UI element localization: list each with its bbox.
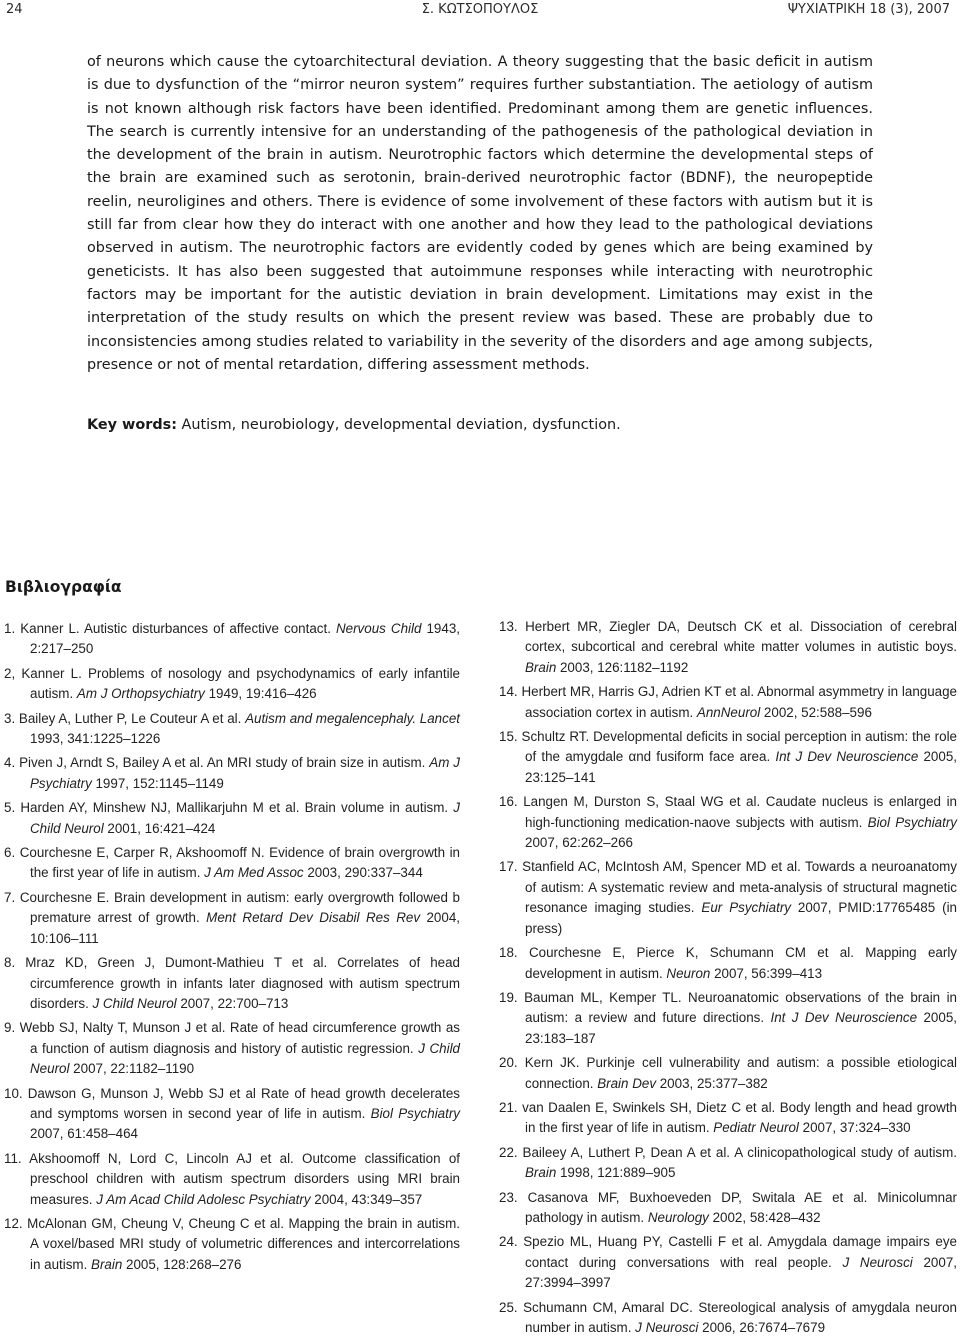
- abstract-text: of neurons which cause the cytoarchitectural deviation. A theory suggesting that the basic deficit in autism is due to dysfunction of the “mirror neuron system” requires further substantiation. The aetiology of autism is not known although risk factors have been identified. Predominant among them are genetic influences. The search is currently intensive for an understanding of the pathogenesis of the pathological deviation in the development of the brain in autism. Neurotrophic factors which determine the developmental steps of the brain are examined such as serotonin, brain-derived neurotrophic factor (BDNF), the neuropeptide reelin, neuroligines and others. There is evidence of some involvement of these factors with autism but it is still far from clear how they do interact with one another and how they lead to the pathological deviations observed in autism. The neurotrophic factors are evidently coded by genes which are being examined by geneticists. It has also been suggested that autoimmune responses while interacting with neurotrophic factors may be important for the autistic deviation in brain development. Limitations may exist in the interpretation of the study results on which the present review was based. These are probably due to inconsistencies among studies related to variability in the severity of the disorders and age among subjects, presence or not of mental retardation, differing assessment methods.: [87, 54, 873, 373]
- reference-number: 19.: [499, 989, 518, 1005]
- reference-item: [4, 888, 460, 949]
- abstract-section: [87, 51, 873, 377]
- reference-number: 5.: [4, 800, 16, 816]
- reference-text: Kanner L. Autistic disturbances of affective contact.: [15, 621, 336, 636]
- reference-citation: 2005, 23:183–187: [525, 1010, 957, 1046]
- reference-text: Herbert MR, Ziegler DA, Deutsch CK et al. Dissociation of cerebral cortex, subcortical and cerebral white matter volumes in autistic boys.: [517, 619, 957, 655]
- reference-number: 10.: [4, 1085, 23, 1101]
- reference-text: Courchesne E, Carper R, Akshoomoff N. Evidence of brain overgrowth in the first year of life in autism.: [15, 845, 460, 881]
- reference-item: [499, 617, 957, 678]
- reference-item: [4, 1214, 460, 1275]
- reference-number: 24.: [499, 1234, 518, 1250]
- reference-text: Herbert MR, Harris GJ, Adrien KT et al. Abnormal asymmetry in language association cortex in autism.: [517, 684, 957, 720]
- bibliography-heading: Βιβλιογραφία: [5, 578, 122, 596]
- reference-item: [499, 1143, 957, 1184]
- reference-citation: 2001, 16:421–424: [103, 820, 216, 836]
- reference-journal: J Am Med Assoc: [204, 865, 304, 881]
- reference-number: 2,: [4, 665, 16, 681]
- reference-citation: 2003, 25:377–382: [656, 1075, 768, 1091]
- reference-journal: Brain: [525, 659, 557, 675]
- reference-item: [499, 1053, 957, 1094]
- reference-item: [4, 664, 460, 705]
- reference-number: 22.: [499, 1144, 518, 1160]
- reference-number: 4.: [4, 755, 16, 771]
- reference-journal: Int J Dev Neuroscience: [775, 749, 919, 765]
- reference-journal: Neurology: [647, 1209, 709, 1225]
- reference-citation: 2007, 22:1182–1190: [69, 1061, 195, 1077]
- reference-item: [499, 1298, 957, 1339]
- reference-text: Courchesne E. Brain development in autism: early overgrowth followed b premature arrest of growth.: [15, 889, 460, 926]
- reference-citation: 1943, 2:217–250: [30, 621, 460, 657]
- reference-citation: 2005, 23:125–141: [525, 749, 957, 785]
- reference-journal: Pediatr Neurol: [713, 1120, 799, 1136]
- reference-text: Schultz RT. Developmental deficits in social perception in autism: the role of the amygdale αnd fusiform face area.: [517, 729, 957, 765]
- reference-citation: 2003, 126:1182–1192: [556, 659, 689, 675]
- reference-journal: Autism and megalencephaly. Lancet: [245, 710, 460, 726]
- reference-item: [499, 943, 957, 984]
- reference-item: [499, 857, 957, 939]
- reference-journal: Int J Dev Neuroscience: [770, 1010, 918, 1026]
- keywords-label: Key words:: [87, 417, 177, 433]
- reference-item: [4, 953, 460, 1014]
- reference-text: Kern JK. Purkinje cell vulnerability and autism: a possible etiological connection.: [517, 1055, 957, 1091]
- reference-citation: 2003, 290:337–344: [303, 865, 423, 881]
- reference-citation: 2007, 62:262–266: [525, 835, 633, 851]
- reference-number: 8.: [4, 955, 16, 971]
- reference-journal: J Child Neurol: [30, 1040, 460, 1077]
- reference-journal: Brain: [525, 1165, 557, 1181]
- keywords-line: [87, 414, 873, 436]
- reference-journal: Brain Dev: [597, 1075, 657, 1091]
- reference-journal: J Child Neurol: [92, 995, 177, 1011]
- reference-text: Akshoomoff N, Lord C, Lincoln AJ et al. Outcome classification of preschool children with autism spectrum disorders using MRI brain measures.: [21, 1150, 460, 1207]
- reference-citation: 1993, 341:1225–1226: [30, 731, 161, 747]
- reference-journal: J Neurosci: [635, 1320, 699, 1335]
- reference-citation: 2005, 128:268–276: [122, 1256, 242, 1272]
- reference-text: McAlonan GM, Cheung V, Cheung C et al. Mapping the brain in autism. A voxel/based MRI study of volumetric differences and intercorrelations in autism.: [22, 1215, 460, 1272]
- reference-text: Dawson G, Munson J, Webb SJ et al Rate of head growth decelerates and symptoms worsen in second year of life in autism.: [22, 1085, 460, 1121]
- reference-item: [4, 843, 460, 884]
- reference-journal: Nervous Child: [335, 621, 422, 636]
- reference-number: 17.: [499, 859, 518, 875]
- reference-item: [499, 1232, 957, 1293]
- reference-journal: Ment Retard Dev Disabil Res Rev: [206, 910, 421, 926]
- reference-citation: 2004, 10:106–111: [30, 910, 460, 946]
- reference-citation: 2007, 22:700–713: [176, 995, 289, 1011]
- reference-number: 15.: [499, 729, 518, 745]
- reference-number: 7.: [4, 889, 16, 905]
- reference-item: [4, 798, 460, 839]
- keywords-text: Autism, neurobiology, developmental deviation, dysfunction.: [176, 417, 621, 433]
- reference-citation: 1949, 19:416–426: [204, 686, 317, 702]
- reference-journal: AnnNeurol: [696, 704, 761, 720]
- reference-number: 18.: [499, 945, 518, 961]
- reference-citation: 2006, 26:7674–7679: [698, 1320, 826, 1335]
- page-header: [0, 0, 960, 24]
- reference-citation: 1997, 152:1145–1149: [91, 775, 224, 791]
- reference-journal: J Am Acad Child Adolesc Psychiatry: [96, 1191, 311, 1207]
- reference-number: 14.: [499, 684, 518, 700]
- reference-item: [4, 1084, 460, 1145]
- reference-number: 9.: [4, 1020, 16, 1036]
- reference-number: 25.: [499, 1299, 518, 1315]
- reference-item: [4, 1149, 460, 1210]
- reference-item: [4, 709, 460, 750]
- reference-text: Piven J, Arndt S, Bailey A et al. An MRI study of brain size in autism.: [15, 755, 430, 771]
- page-number: 24: [6, 2, 23, 17]
- reference-text: Casanova MF, Buxhoeveden DP, Switala AE et al. Minicolumnar pathology in autism.: [517, 1189, 957, 1225]
- reference-number: 21.: [499, 1099, 518, 1115]
- reference-item: [4, 619, 460, 660]
- reference-journal: Biol Psychiatry: [370, 1105, 460, 1121]
- reference-citation: 2004, 43:349–357: [310, 1191, 423, 1207]
- reference-journal: Biol Psychiatry: [867, 814, 957, 830]
- reference-item: [4, 1018, 460, 1079]
- reference-number: 23.: [499, 1189, 518, 1205]
- reference-text: Harden AY, Minshew NJ, Mallikarjuhn M et al. Brain volume in autism.: [15, 800, 454, 816]
- reference-journal: J Child Neurol: [30, 800, 460, 836]
- reference-text: Bauman ML, Kemper TL. Neuroanatomic observations of the brain in autism: a review and future directions.: [517, 989, 957, 1026]
- reference-number: 16.: [499, 794, 518, 810]
- reference-text: Stanfield AC, McIntosh AM, Spencer MD et al. Towards a neuroanatomy of autism: A systematic review and meta-analysis of structural magnetic resonance imaging studies.: [517, 859, 957, 916]
- reference-journal: Neuron: [666, 965, 711, 981]
- reference-citation: 2002, 52:588–596: [760, 704, 872, 720]
- reference-number: 1.: [4, 621, 16, 636]
- reference-item: [499, 1188, 957, 1229]
- references-column-left: [4, 619, 460, 1279]
- reference-number: 11.: [4, 1150, 22, 1166]
- reference-item: [499, 682, 957, 723]
- reference-text: Langen M, Durston S, Staal WG et al. Caudate nucleus is enlarged in high-functioning medication-naove subjects with autism.: [517, 794, 957, 830]
- reference-number: 3.: [4, 710, 16, 726]
- reference-citation: 2007, 37:324–330: [798, 1120, 911, 1136]
- reference-text: Bailey A, Luther P, Le Couteur A et al.: [15, 710, 246, 726]
- reference-number: 20.: [499, 1055, 518, 1071]
- running-journal: ΨΥΧΙΑΤΡΙΚΗ 18 (3), 2007: [787, 2, 950, 17]
- reference-text: Webb SJ, Nalty T, Munson J et al. Rate of head circumference growth as a function of autism diagnosis and history of autistic regression.: [15, 1020, 460, 1056]
- reference-item: [4, 753, 460, 794]
- reference-text: van Daalen E, Swinkels SH, Dietz C et al. Body length and head growth in the first year of life in autism.: [517, 1099, 957, 1136]
- reference-text: Schumann CM, Amaral DC. Stereological analysis of amygdala neuron number in autism.: [517, 1299, 957, 1335]
- running-author: Σ. ΚΩΤΣΟΠΟΥΛΟΣ: [421, 2, 539, 17]
- reference-journal: Am J Orthopsychiatry: [76, 686, 205, 702]
- reference-text: Mraz KD, Green J, Dumont-Mathieu T et al. Correlates of head circumference growth in infants later diagnosed with autism spectrum disorders.: [15, 955, 460, 1011]
- reference-journal: Brain: [91, 1256, 123, 1272]
- reference-citation: 2002, 58:428–432: [708, 1209, 821, 1225]
- reference-journal: Eur Psychiatry: [701, 900, 791, 916]
- reference-text: Kanner L. Problems of nosology and psychodynamics of early infantile autism.: [15, 665, 460, 702]
- reference-text: Courchesne E, Pierce K, Schumann CM et al. Mapping early development in autism.: [517, 945, 957, 981]
- reference-item: [499, 988, 957, 1049]
- reference-item: [499, 727, 957, 788]
- reference-number: 12.: [4, 1215, 23, 1231]
- reference-text: Baileey A, Luthert P, Dean A et al. A clinicopathological study of autism.: [517, 1144, 957, 1160]
- reference-item: [499, 792, 957, 853]
- reference-citation: 2007, 27:3994–3997: [525, 1254, 957, 1291]
- reference-journal: J Neurosci: [842, 1254, 913, 1270]
- reference-text: Spezio ML, Huang PY, Castelli F et al. Amygdala damage impairs eye contact during conversations with real people.: [517, 1234, 957, 1270]
- reference-citation: 2007, PMID:17765485 (in press): [525, 900, 957, 936]
- reference-number: 13.: [499, 619, 518, 634]
- reference-item: [499, 1098, 957, 1139]
- reference-citation: 1998, 121:889–905: [556, 1165, 676, 1181]
- reference-number: 6.: [4, 845, 16, 861]
- references-column-right: [499, 617, 957, 1342]
- reference-citation: 2007, 56:399–413: [710, 965, 823, 981]
- reference-citation: 2007, 61:458–464: [30, 1126, 138, 1142]
- reference-journal: Am J Psychiatry: [30, 755, 460, 791]
